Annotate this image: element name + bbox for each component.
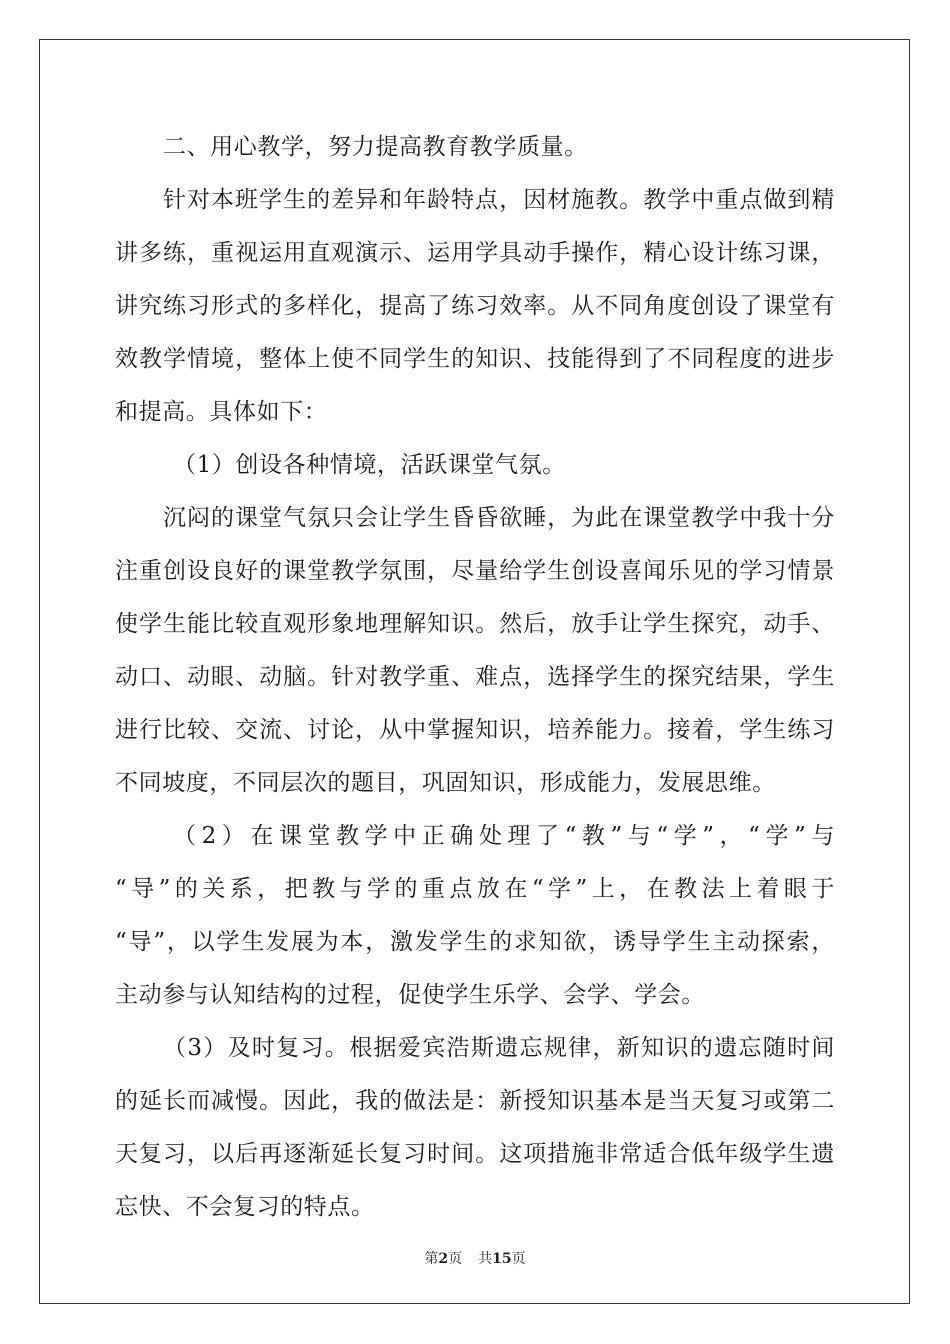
page-prefix: 第 bbox=[424, 1251, 439, 1267]
subheading: （1）创设各种情境，活跃课堂气氛。 bbox=[173, 452, 566, 478]
paragraph-line: 使学生能比较直观形象地理解知识。然后，放手让学生探究，动手、 bbox=[115, 611, 835, 637]
paragraph-line: （2）在课堂教学中正确处理了“教”与“学”，“学”与 bbox=[173, 823, 835, 849]
paragraph-line: 讲多练，重视运用直观演示、运用学具动手操作，精心设计练习课， bbox=[115, 240, 835, 266]
paragraph-line: 针对本班学生的差异和年龄特点，因材施教。教学中重点做到精 bbox=[163, 187, 835, 213]
paragraph-line: 不同坡度，不同层次的题目，巩固知识，形成能力，发展思维。 bbox=[115, 770, 776, 796]
paragraph-line: 沉闷的课堂气氛只会让学生昏昏欲睡，为此在课堂教学中我十分 bbox=[163, 505, 835, 531]
paragraph-line: “导”，以学生发展为本，激发学生的求知欲，诱导学生主动探索， bbox=[115, 929, 835, 955]
paragraph-line: 效教学情境，整体上使不同学生的知识、技能得到了不同程度的进步 bbox=[115, 346, 835, 372]
paragraph-line: 主动参与认知结构的过程，促使学生乐学、会学、学会。 bbox=[115, 982, 705, 1008]
paragraph-line: 进行比较、交流、讨论，从中掌握知识，培养能力。接着，学生练习 bbox=[115, 717, 835, 743]
section-heading: 二、用心教学，努力提高教育教学质量。 bbox=[163, 134, 588, 160]
paragraph-line: 动口、动眼、动脑。针对教学重、难点，选择学生的探究结果，学生 bbox=[115, 664, 835, 690]
document-body bbox=[115, 127, 835, 1240]
paragraph-line: “导”的关系，把教与学的重点放在“学”上，在教法上着眼于 bbox=[115, 876, 835, 902]
paragraph-line: 忘快、不会复习的特点。 bbox=[115, 1194, 375, 1220]
page-footer bbox=[0, 1248, 950, 1268]
page-unit: 页 bbox=[448, 1251, 463, 1267]
paragraph-line: 讲究练习形式的多样化，提高了练习效率。从不同角度创设了课堂有 bbox=[115, 293, 835, 319]
paragraph-line: 注重创设良好的课堂教学氛围，尽量给学生创设喜闻乐见的学习情景 bbox=[115, 558, 835, 584]
paragraph-line: 的延长而减慢。因此，我的做法是：新授知识基本是当天复习或第二 bbox=[115, 1088, 835, 1114]
current-page-number: 2 bbox=[438, 1251, 449, 1267]
total-page-count: 15 bbox=[492, 1251, 512, 1267]
total-prefix: 共 bbox=[478, 1251, 493, 1267]
paragraph-line: 和提高。具体如下： bbox=[115, 399, 328, 425]
paragraph-line: 天复习，以后再逐渐延长复习时间。这项措施非常适合低年级学生遗 bbox=[115, 1141, 835, 1167]
total-unit: 页 bbox=[511, 1251, 526, 1267]
paragraph-line: （3）及时复习。根据爱宾浩斯遗忘规律，新知识的遗忘随时间 bbox=[163, 1035, 835, 1061]
